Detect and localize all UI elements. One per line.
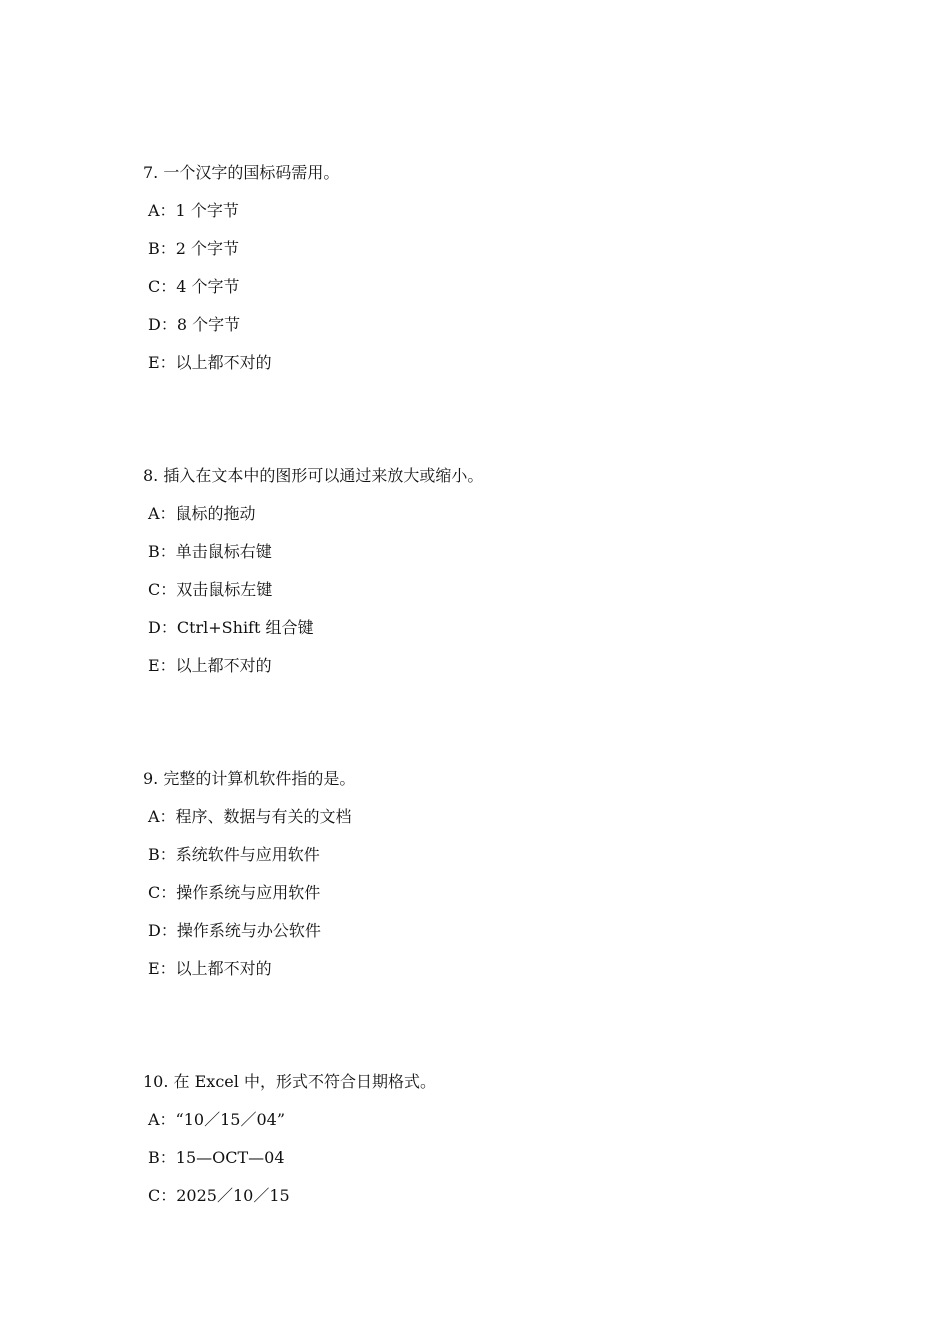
- option-d: D：8 个字节: [148, 315, 241, 334]
- option-a: A：程序、数据与有关的文档: [148, 807, 352, 826]
- option-c: C：4 个字节: [148, 277, 240, 296]
- question-9: [143, 769, 355, 997]
- option-e: E：以上都不对的: [148, 353, 272, 372]
- option-a: A：“10／15／04”: [148, 1110, 285, 1129]
- question-title: 7. 一个汉字的国标码需用。: [143, 163, 340, 182]
- option-e: E：以上都不对的: [148, 656, 272, 675]
- option-c: C：双击鼠标左键: [148, 580, 273, 599]
- option-c: C：2025／10／15: [148, 1186, 290, 1205]
- option-e: E：以上都不对的: [148, 959, 272, 978]
- option-a: A：鼠标的拖动: [148, 504, 256, 523]
- question-title: 10. 在 Excel 中，形式不符合日期格式。: [143, 1072, 436, 1091]
- option-a: A：1 个字节: [148, 201, 239, 220]
- question-title: 8. 插入在文本中的图形可以通过来放大或缩小。: [143, 466, 484, 485]
- question-10: [143, 1072, 436, 1224]
- question-8: [143, 466, 483, 694]
- option-d: D：操作系统与办公软件: [148, 921, 321, 940]
- option-b: B：单击鼠标右键: [148, 542, 272, 561]
- option-b: B：系统软件与应用软件: [148, 845, 320, 864]
- option-b: B：2 个字节: [148, 239, 240, 258]
- option-b: B：15—OCT—04: [148, 1148, 285, 1167]
- option-c: C：操作系统与应用软件: [148, 883, 321, 902]
- option-d: D：Ctrl+Shift 组合键: [148, 618, 314, 637]
- question-title: 9. 完整的计算机软件指的是。: [143, 769, 356, 788]
- question-7: [143, 163, 339, 391]
